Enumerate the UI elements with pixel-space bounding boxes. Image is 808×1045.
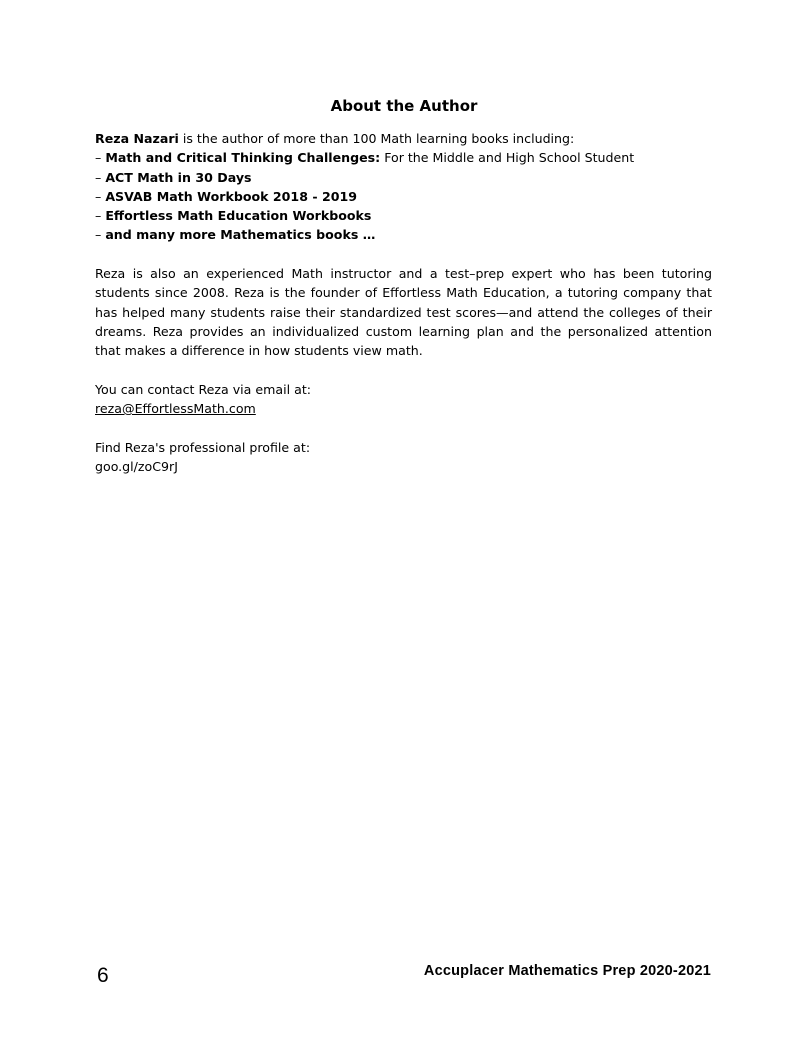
list-dash: –	[95, 208, 106, 224]
book-list-item	[95, 148, 712, 167]
profile-label: Find Reza's professional profile at:	[95, 439, 311, 455]
book-list-item	[95, 168, 712, 187]
book-list-item	[95, 225, 712, 244]
book-subtitle: For the Middle and High School Student	[380, 150, 635, 166]
page-title: About the Author	[330, 97, 478, 115]
list-dash: –	[95, 188, 106, 204]
list-dash: –	[95, 150, 106, 166]
list-dash: –	[95, 169, 106, 185]
footer-book-title: Accuplacer Mathematics Prep 2020-2021	[423, 963, 711, 979]
contact-block	[95, 380, 712, 419]
book-list-item	[95, 187, 712, 206]
book-title: ASVAB Math Workbook 2018 - 2019	[105, 188, 358, 204]
contact-label: You can contact Reza via email at:	[95, 381, 312, 397]
book-title: and many more Mathematics books …	[105, 227, 376, 243]
profile-link[interactable]: goo.gl/zoC9rJ	[95, 459, 178, 475]
intro-text: is the author of more than 100 Math learning books including:	[178, 131, 575, 146]
book-title: Math and Critical Thinking Challenges:	[105, 150, 381, 166]
page-content	[95, 129, 712, 476]
list-dash: –	[95, 227, 106, 243]
page-number: 6	[97, 964, 109, 987]
intro-line	[95, 129, 712, 148]
book-title: Effortless Math Education Workbooks	[105, 208, 372, 224]
book-list-item	[95, 206, 712, 225]
author-name: Reza Nazari	[95, 131, 179, 146]
bio-paragraph: Reza is also an experienced Math instructor and a test–prep expert who has been tutoring students since 2008. Reza is the founder of Effortless Math Education, a tutoring company that has helped many students raise their standardized test scores—and attend the colleges of their dreams. Reza provides an individualized custom learning plan and the personalized attention that makes a difference in how students view math.	[95, 266, 712, 359]
profile-block	[95, 438, 712, 477]
email-link[interactable]: reza@EffortlessMath.com	[95, 401, 256, 417]
book-title: ACT Math in 30 Days	[105, 169, 252, 185]
